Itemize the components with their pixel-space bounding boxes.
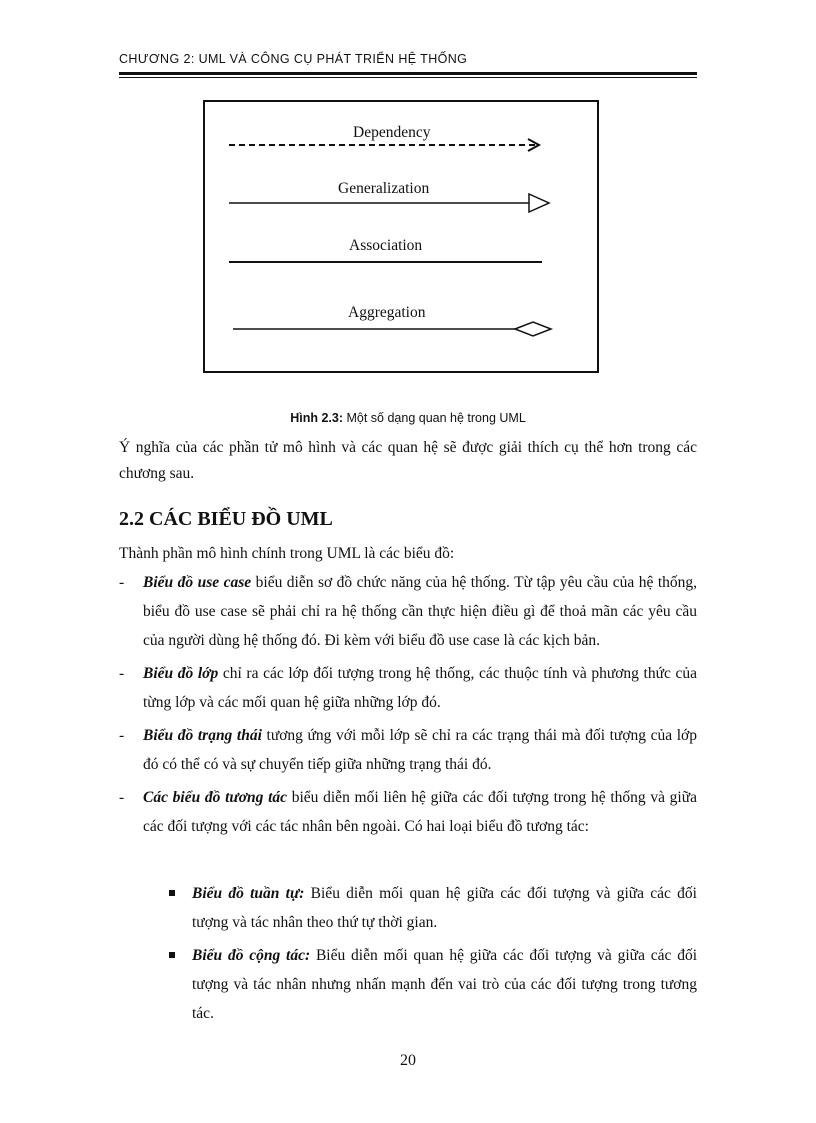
sublist-item: [167, 941, 697, 1028]
list-item-term: Biểu đồ trạng thái: [143, 727, 262, 744]
diagram-list: [119, 568, 697, 845]
list-item: [119, 568, 697, 655]
page-number: 20: [400, 1052, 416, 1069]
generalization-label: Generalization: [338, 180, 430, 197]
section-heading: 2.2 CÁC BIỂU ĐỒ UML: [119, 508, 333, 530]
sublist-item-text: Biểu diễn mối quan hệ giữa các đối tượng và giữa các đối tượng và tác nhân theo thứ tự thời gian.: [192, 885, 697, 931]
caption-text: Một số dạng quan hệ trong UML: [343, 411, 526, 425]
list-item-text: biểu diễn sơ đồ chức năng của hệ thống. Từ tập yêu cầu của hệ thống, biểu đồ use case sẽ phải chỉ ra hệ thống cần thực hiện điều gì để thoả mãn các yêu cầu của người dùng hệ thống đó. Đi kèm với biểu đồ use case là các kịch bản.: [143, 574, 697, 649]
square-bullet-icon: [169, 890, 175, 896]
list-item-text: biểu diễn mối liên hệ giữa các đối tượng trong hệ thống và giữa các đối tượng với các tác nhân bên ngoài. Có hai loại biểu đồ tương tác:: [143, 789, 697, 835]
list-dash: -: [119, 665, 125, 682]
header-rule-thin: [119, 77, 697, 78]
caption-label: Hình 2.3:: [290, 411, 344, 425]
chapter-header: CHƯƠNG 2: UML VÀ CÔNG CỤ PHÁT TRIỂN HỆ THỐNG: [119, 52, 468, 66]
list-item: [119, 659, 697, 717]
list-item-term: Biểu đồ lớp: [143, 665, 219, 682]
list-item-text: tương ứng với mỗi lớp sẽ chỉ ra các trạng thái mà đối tượng của lớp đó có thể có và sự chuyển tiếp giữa những trạng thái đó.: [143, 727, 698, 773]
sublist-item-text: Biểu diễn mối quan hệ giữa các đối tượng và giữa các đối tượng và tác nhân nhưng nhấn mạnh đến vai trò của các đối tượng trong tương tác.: [192, 947, 697, 1022]
list-item: [119, 721, 697, 779]
list-item-text: chỉ ra các lớp đối tượng trong hệ thống, các thuộc tính và phương thức của từng lớp và các mối quan hệ giữa những lớp đó.: [143, 665, 697, 711]
dependency-label: Dependency: [353, 124, 431, 141]
intro-paragraph: Ý nghĩa của các phần tử mô hình và các quan hệ sẽ được giải thích cụ thể hơn trong các chương sau.: [119, 439, 697, 482]
sublist-item-term: Biểu đồ tuần tự:: [192, 885, 305, 902]
list-item-term: Biểu đồ use case: [143, 574, 252, 591]
aggregation-label: Aggregation: [348, 304, 426, 321]
sublist-item: [167, 879, 697, 937]
uml-relations-figure: [203, 100, 599, 373]
section-lead: Thành phần mô hình chính trong UML là các biểu đồ:: [119, 545, 455, 562]
header-rule-thick: [119, 72, 697, 75]
square-bullet-icon: [169, 952, 175, 958]
generalization-triangle: [529, 194, 549, 212]
sublist-item-term: Biểu đồ cộng tác:: [192, 947, 311, 964]
list-item: [119, 783, 697, 841]
list-dash: -: [119, 574, 125, 591]
association-label: Association: [349, 237, 423, 254]
figure-caption: [0, 411, 816, 425]
interaction-diagram-sublist: [167, 879, 697, 1032]
list-dash: -: [119, 727, 125, 744]
list-dash: -: [119, 789, 125, 806]
list-item-term: Các biểu đồ tương tác: [143, 789, 288, 806]
aggregation-diamond: [515, 322, 551, 336]
